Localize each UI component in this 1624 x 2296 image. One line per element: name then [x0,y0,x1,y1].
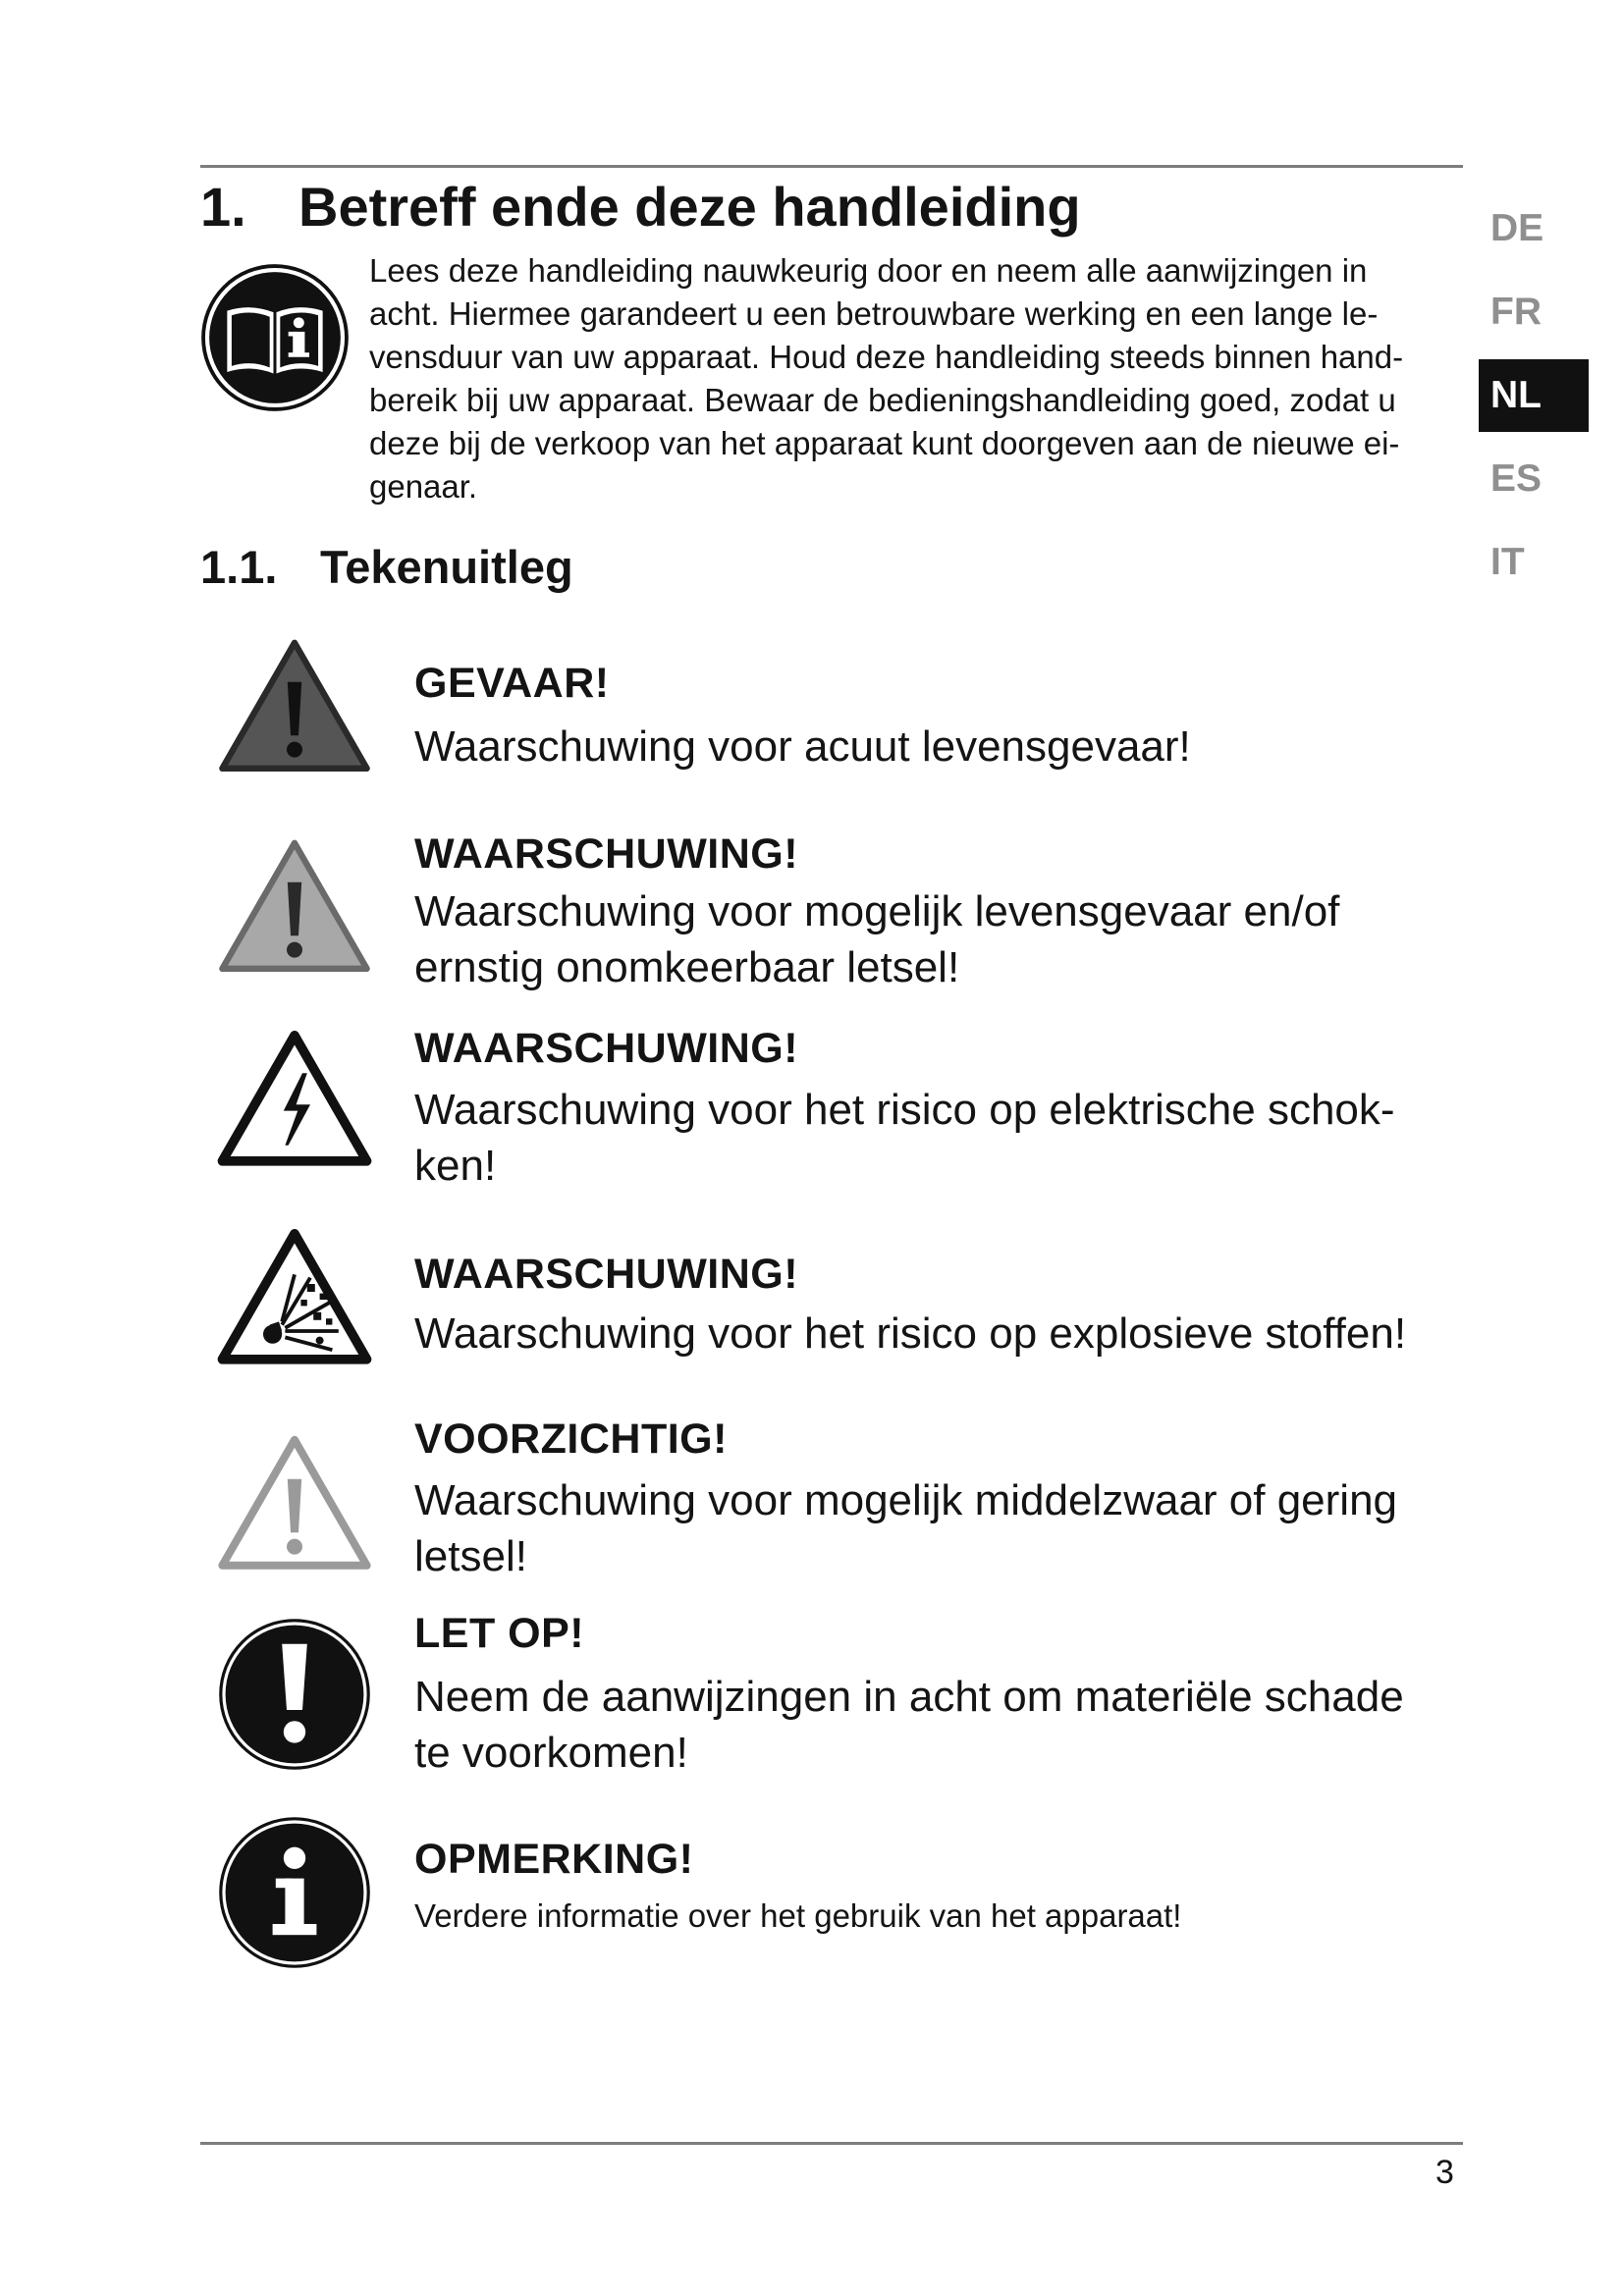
symbol-title: GEVAAR! [414,660,610,707]
language-tab-nl[interactable]: NL [1479,359,1589,432]
symbol-description-line: ken! [414,1142,497,1190]
subsection-title: Tekenuitleg [320,541,573,593]
symbol-description-line: Waarschuwing voor mogelijk levensgevaar en/of [414,887,1340,935]
intro-line: acht. Hiermee garandeert u een betrouwbare werking en een lange le- [369,295,1379,332]
symbol-title: WAARSCHUWING! [414,1251,799,1298]
top-rule [200,165,1463,168]
symbol-description-line: Neem de aanwijzingen in acht om materiële schade [414,1673,1404,1721]
symbol-title: WAARSCHUWING! [414,830,799,878]
intro-text [369,249,1467,508]
language-tab-es[interactable]: ES [1490,457,1543,500]
intro-line: bereik bij uw apparaat. Bewaar de bedieningshandleiding goed, zodat u [369,382,1396,418]
symbol-description [414,1896,1475,1936]
explosive-icon [216,1221,373,1378]
symbol-description [414,1306,1475,1362]
intro-line: Lees deze handleiding nauwkeurig door en neem alle aanwijzingen in [369,252,1368,289]
symbol-description-line: Waarschuwing voor het risico op elektrische schok- [414,1086,1395,1134]
symbol-description-line: te voorkomen! [414,1729,688,1777]
warning-triangle-icon [216,830,373,988]
language-tabs [1479,192,1589,610]
symbol-description [414,1082,1475,1194]
symbol-description-line: Waarschuwing voor het risico op explosieve stoffen! [414,1309,1407,1358]
symbol-description [414,1669,1475,1781]
language-tab-de[interactable]: DE [1490,207,1544,249]
symbol-description [414,719,1475,774]
symbol-description-line: Verdere informatie over het gebruik van het apparaat! [414,1897,1182,1934]
symbol-title: OPMERKING! [414,1836,694,1883]
language-tab-fr[interactable]: FR [1490,291,1542,333]
intro-line: vensduur van uw apparaat. Houd deze handleiding steeds binnen hand- [369,339,1404,375]
intro-line: genaar. [369,468,478,505]
attention-circle-icon [216,1616,373,1773]
section-heading [200,175,1081,239]
symbol-title: LET OP! [414,1610,585,1657]
danger-triangle-icon [216,630,373,787]
symbol-description-line: ernstig onomkeerbaar letsel! [414,943,960,991]
electric-shock-icon [216,1023,373,1180]
symbol-description-line: Waarschuwing voor acuut levensgevaar! [414,722,1191,771]
symbol-description [414,1472,1475,1584]
language-tab-it[interactable]: IT [1490,541,1525,583]
symbol-title: WAARSCHUWING! [414,1025,799,1072]
manual-info-icon [200,263,350,412]
symbol-description [414,883,1475,995]
symbol-description-line: letsel! [414,1532,527,1580]
symbol-title: VOORZICHTIG! [414,1415,728,1463]
page-number: 3 [1435,2154,1454,2191]
subsection-number: 1.1. [200,541,278,593]
symbol-description-line: Waarschuwing voor mogelijk middelzwaar of gering [414,1476,1398,1524]
section-title: Betreff ende deze handleiding [298,176,1081,238]
bottom-rule [200,2142,1463,2145]
info-circle-icon [216,1814,373,1971]
caution-triangle-icon [216,1427,373,1584]
intro-line: deze bij de verkoop van het apparaat kunt doorgeven aan de nieuwe ei- [369,425,1400,461]
subsection-heading [200,540,573,594]
section-number: 1. [200,176,246,238]
